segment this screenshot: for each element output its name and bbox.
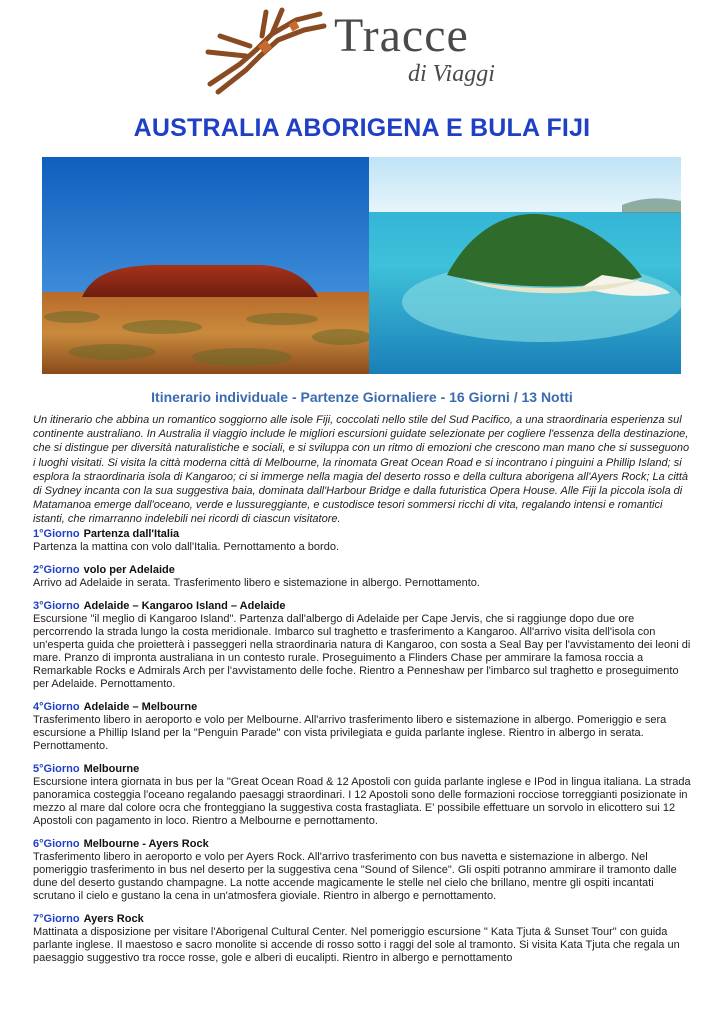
- day-description: Escursione intera giornata in bus per la "Great Ocean Road & 12 Apostoli con guida parlante inglese e IPod in lingua italiana. La strada panoramica costeggia l'oceano regalando paesaggi straordinari. I 12 Apostoli sono delle formazioni rocciose torreggianti posizionate in mezzo al mare dal colore ocra che fronteggiano la suggestiva costa frastagliata. E' possibile effettuare un sorvolo in elicottero sui 12 Apostoli con pagamento in loco. Rientro a Melbourne e pernottamento.: [33, 776, 691, 827]
- day-number: 1°Giorno: [33, 528, 80, 540]
- day-number: 2°Giorno: [33, 564, 80, 576]
- day-entry: [33, 528, 693, 554]
- day-description: Mattinata a disposizione per visitare l'Aborigenal Cultural Center. Nel pomeriggio escursione " Kata Tjuta & Sunset Tour" con guida parlante inglese. Il maestoso e sacro monolite si accende di rosso sotto i raggi del sole al tramonto. Si visita Kata Tjuta che regala un paesaggio suggestivo tra rocce rosse, gole e alberi di eucalipti. Rientro in albergo e pernottamento: [33, 926, 680, 964]
- day-number: 3°Giorno: [33, 600, 80, 612]
- brand-logo: [200, 6, 530, 102]
- day-title: Adelaide – Kangaroo Island – Adelaide: [83, 600, 286, 612]
- itinerary-days: [33, 528, 693, 975]
- day-title: Melbourne: [83, 763, 140, 775]
- day-entry: [33, 564, 693, 590]
- nazca-bird-icon: [200, 6, 330, 102]
- day-title: volo per Adelaide: [83, 564, 175, 576]
- day-number: 5°Giorno: [33, 763, 80, 775]
- day-description: Trasferimento libero in aeroporto e volo per Melbourne. All'arrivo trasferimento libero e sistemazione in albergo. Pomeriggio e sera escursione a Phillip Island per la "Penguin Parade" con vista privilegiata e guida parlante inglese. Rientro in albergo in serata. Pernottamento.: [33, 714, 667, 752]
- day-entry: [33, 913, 693, 965]
- day-title: Melbourne - Ayers Rock: [83, 838, 209, 850]
- day-description: Partenza la mattina con volo dall'Italia. Pernottamento a bordo.: [33, 541, 340, 553]
- itinerary-subtitle: Itinerario individuale - Partenze Giornaliere - 16 Giorni / 13 Notti: [151, 389, 573, 405]
- brand-tagline: di Viaggi: [408, 61, 495, 87]
- fiji-island-photo: [369, 157, 681, 374]
- day-number: 7°Giorno: [33, 913, 80, 925]
- day-title: Partenza dall'Italia: [83, 528, 180, 540]
- day-description: Arrivo ad Adelaide in serata. Trasferimento libero e sistemazione in albergo. Pernottamento.: [33, 577, 480, 589]
- day-title: Ayers Rock: [83, 913, 144, 925]
- day-entry: [33, 701, 693, 753]
- page-title: AUSTRALIA ABORIGENA E BULA FIJI: [133, 114, 591, 142]
- brand-name: Tracce: [334, 9, 469, 62]
- day-title: Adelaide – Melbourne: [83, 701, 198, 713]
- day-number: 6°Giorno: [33, 838, 80, 850]
- day-number: 4°Giorno: [33, 701, 80, 713]
- day-entry: [33, 763, 693, 828]
- day-entry: [33, 600, 693, 691]
- hero-photos: [42, 157, 681, 374]
- uluru-photo: [42, 157, 372, 374]
- intro-paragraph: Un itinerario che abbina un romantico soggiorno alle isole Fiji, coccolati nello stile del Sud Pacifico, a una straordinaria esperienza sul continente australiano. In Australia il viaggio include le migliori escursioni guidate selezionate per cogliere l'essenza della destinazione, che si distingue per diversità naturalistiche e sociali, e si sviluppa con un ritmo di emozioni che crescono man mano che si susseguono i luoghi visitati. Si visita la città moderna città di Melbourne, la rinomata Great Ocean Road e si incontrano i pinguini a Phillip Island; si esplora la straordinaria isola di Kangaroo; ci si immerge nella magia del deserto rosso e della cultura aborigena all'Ayers Rock; La città di Sydney incanta con la sua suggestiva baia, dominata dall'Harbour Bridge e dalla futuristica Opera House. Alle Fiji la piccola isola di Matamanoa emerge dall'oceano, verde e lussureggiante, e custodisce tesori sommersi ricchi di vita, regalando intensi e romantici istanti, che rimarranno indelebili nei ricordi di ciascun visitatore.: [33, 414, 690, 526]
- day-description: Trasferimento libero in aeroporto e volo per Ayers Rock. All'arrivo trasferimento con bus navetta e sistemazione in albergo. Nel pomeriggio trasferimento in bus nel deserto per la suggestiva cena "Sound of Silence". Gli ospiti potranno ammirare il tramonto dalle dune del deserto gustando champagne. La notte accende magicamente le stelle nel cielo che brillano, mentre gli ospiti incantati scrutano il cielo e gustano la cena in un'atmosfera gioviale. Rientro in albergo e pernottamento.: [33, 851, 677, 902]
- day-description: Escursione "il meglio di Kangaroo Island". Partenza dall'albergo di Adelaide per Cape Jervis, che si raggiunge dopo due ore percorrendo la strada lungo la costa meridionale. Imbarco sul traghetto e trasferimento a Kangaroo. All'arrivo visita dell'isola con un'esperta guida che proietterà i passeggeri nella straordinaria natura di Kangaroo, con sosta a Seal Bay per l'avvistamento dei leoni di mare. Pranzo di impronta australiana in un contesto rurale. Proseguimento a Flinders Chase per ammirare la famosa roccia a Remarkable Rocks e Admirals Arch per l'avvistamento delle foche. Rientro a Penneshaw per l'imbarco sul traghetto e proseguimento per Adelaide. Pernottamento.: [33, 613, 691, 690]
- day-entry: [33, 838, 693, 903]
